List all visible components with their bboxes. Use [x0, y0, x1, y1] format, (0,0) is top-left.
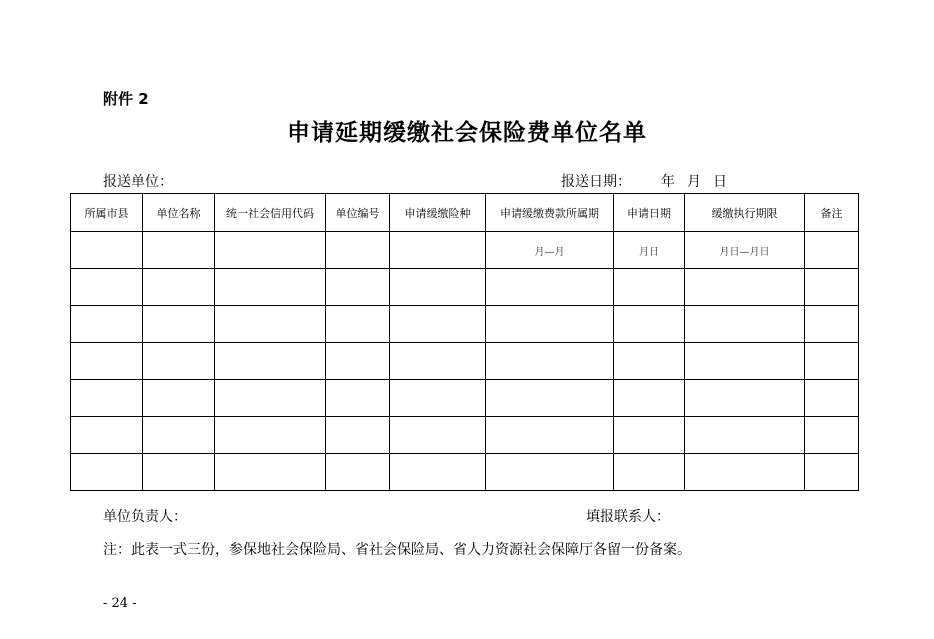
- table-cell: [390, 232, 486, 269]
- col-header: 统一社会信用代码: [215, 194, 326, 232]
- page-number: - 24 -: [103, 596, 137, 611]
- table-row: [71, 417, 859, 454]
- col-header: 缓缴执行期限: [685, 194, 805, 232]
- table-row: [71, 454, 859, 491]
- table-cell: [71, 306, 143, 343]
- unit-head-label: 单位负责人：: [103, 509, 187, 525]
- table-cell: [614, 269, 685, 306]
- table-cell: [215, 343, 326, 380]
- table-cell: [143, 380, 215, 417]
- table-cell: [486, 269, 614, 306]
- table-cell: [215, 380, 326, 417]
- table-cell: [390, 343, 486, 380]
- table-cell: 月日: [614, 232, 685, 269]
- attachment-label: 附件 2: [103, 90, 149, 108]
- table-cell: [71, 454, 143, 491]
- table-cell: [326, 232, 390, 269]
- report-unit-label: 报送单位：: [103, 174, 173, 190]
- note-text: 注：此表一式三份，参保地社会保险局、省社会保险局、省人力资源社会保障厅各留一份备案。: [103, 542, 691, 558]
- table-cell: [71, 417, 143, 454]
- table-cell: [486, 343, 614, 380]
- table-cell: [71, 232, 143, 269]
- table-cell: [486, 306, 614, 343]
- table-cell: [685, 269, 805, 306]
- table-cell: [390, 417, 486, 454]
- table-row: [71, 343, 859, 380]
- contact-label: 填报联系人：: [586, 509, 670, 525]
- table-cell: [685, 417, 805, 454]
- col-header: 申请缓缴险种: [390, 194, 486, 232]
- table-cell: [486, 380, 614, 417]
- table-cell: [805, 269, 859, 306]
- date-day: 日: [713, 174, 727, 190]
- unit-list-table: [70, 193, 859, 491]
- table-cell: [215, 417, 326, 454]
- table-cell: [215, 306, 326, 343]
- table-cell: [326, 454, 390, 491]
- table-cell: [685, 380, 805, 417]
- table-cell: [805, 306, 859, 343]
- table-cell: [685, 343, 805, 380]
- table-cell: [805, 343, 859, 380]
- table-cell: [71, 343, 143, 380]
- table-header-row: [71, 194, 859, 232]
- table-cell: [390, 306, 486, 343]
- table-cell: [326, 380, 390, 417]
- table-cell: [143, 232, 215, 269]
- table-cell: [215, 454, 326, 491]
- table-cell: [143, 454, 215, 491]
- date-year: 年: [661, 174, 675, 190]
- table-cell: [143, 417, 215, 454]
- table-cell: [326, 269, 390, 306]
- table-cell: [805, 417, 859, 454]
- table-cell: 月—月: [486, 232, 614, 269]
- report-date: [561, 171, 727, 191]
- table-cell: [326, 306, 390, 343]
- col-header: 单位名称: [143, 194, 215, 232]
- table-cell: [805, 232, 859, 269]
- table-cell: [614, 380, 685, 417]
- table-cell: [143, 306, 215, 343]
- table-cell: [143, 269, 215, 306]
- table-cell: [614, 343, 685, 380]
- table-cell: [326, 343, 390, 380]
- table-cell: [390, 269, 486, 306]
- table-row: [71, 232, 859, 269]
- report-date-label: 报送日期：: [561, 174, 631, 190]
- table-cell: [486, 417, 614, 454]
- table-cell: [805, 380, 859, 417]
- table-cell: [805, 454, 859, 491]
- table-cell: [685, 306, 805, 343]
- table-cell: [215, 269, 326, 306]
- table-cell: 月日—月日: [685, 232, 805, 269]
- col-header: 备注: [805, 194, 859, 232]
- table-cell: [614, 417, 685, 454]
- table-cell: [390, 454, 486, 491]
- table-cell: [143, 343, 215, 380]
- table-row: [71, 269, 859, 306]
- col-header: 单位编号: [326, 194, 390, 232]
- col-header: 申请缓缴费款所属期: [486, 194, 614, 232]
- date-month: 月: [687, 174, 701, 190]
- table-row: [71, 380, 859, 417]
- table-cell: [390, 380, 486, 417]
- table-row: [71, 306, 859, 343]
- table-cell: [486, 454, 614, 491]
- page-title: 申请延期缓缴社会保险费单位名单: [287, 120, 647, 146]
- table-cell: [326, 417, 390, 454]
- table-cell: [71, 380, 143, 417]
- table-cell: [685, 454, 805, 491]
- table-cell: [71, 269, 143, 306]
- table-cell: [614, 306, 685, 343]
- col-header: 申请日期: [614, 194, 685, 232]
- table-cell: [614, 454, 685, 491]
- col-header: 所属市县: [71, 194, 143, 232]
- table-cell: [215, 232, 326, 269]
